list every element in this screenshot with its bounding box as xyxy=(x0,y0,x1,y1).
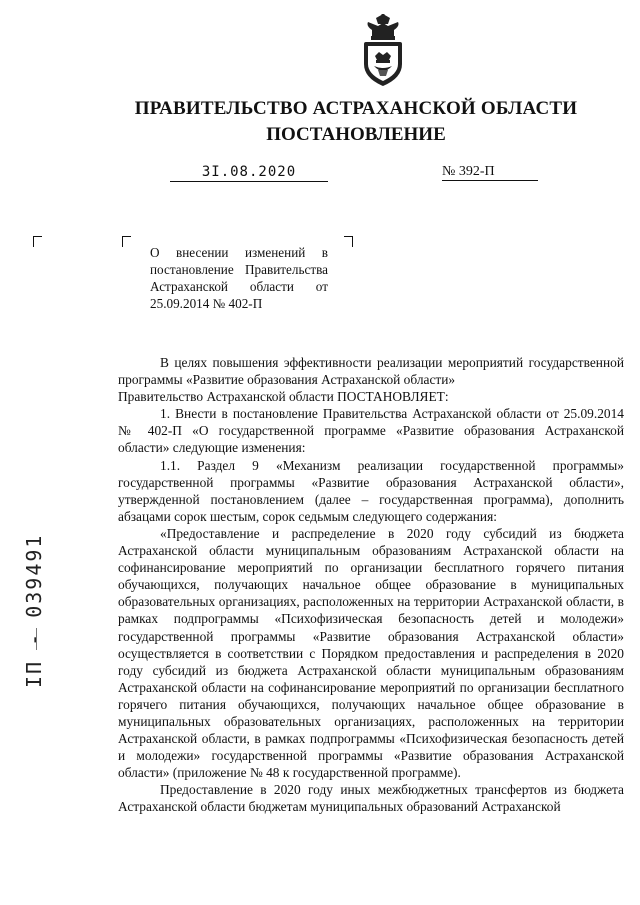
body-paragraph-3: 1. Внести в постановление Правительства Астраханской области от 25.09.2014 № 402-П «О государственной программе «Развитие образования Астраханской области» следующие изменения: xyxy=(118,406,624,456)
document-subject: О внесении изменений в постановление Правительства Астраханской области от 25.09.2014 № 402-П xyxy=(150,245,328,311)
body-paragraph-2: Правительство Астраханской области ПОСТАНОВЛЯЕТ: xyxy=(118,389,449,405)
corner-mark-left xyxy=(33,236,42,247)
corner-mark-subject-right xyxy=(344,236,353,247)
body-paragraph-6: Предоставление в 2020 году иных межбюджетных трансфертов из бюджета Астраханской области бюджетам муниципальных образований Астраханской xyxy=(118,782,624,815)
document-body xyxy=(118,354,624,816)
document-date: 3I.08.2020 xyxy=(170,164,328,182)
corner-mark-subject-left xyxy=(122,236,131,247)
document-number: № 392-П xyxy=(442,164,538,181)
body-paragraph-4: 1.1. Раздел 9 «Механизм реализации государственной программы» государственной программы «Развитие образования Астраханской области», утвержденной постановлением (далее – государственная программа), дополнить абзацами сорок шестым, сорок седьмым следующего содержания: xyxy=(118,457,624,524)
side-code: ІП - 039491 xyxy=(22,533,46,688)
coat-of-arms-icon xyxy=(358,14,408,88)
document-type: ПОСТАНОВЛЕНИЕ xyxy=(266,124,446,145)
organization-name: ПРАВИТЕЛЬСТВО АСТРАХАНСКОЙ ОБЛАСТИ xyxy=(134,98,578,119)
body-paragraph-5: «Предоставление и распределение в 2020 году субсидий из бюджета Астраханской области муниципальным образованиям Астраханской области на софинансирование мероприятий по организации бесплатного горячего питания обучающихся, получающих начальное общее образование в муниципальных образовательных организациях, расположенных на территории Астраханской области, в рамках подпрограммы «Психофизическая безопасность детей и молодежи» государственной программы «Развитие образования Астраханской области» осуществляется в соответствии с Порядком предоставления и распределения в 2020 году субсидий из бюджета Астраханской области муниципальным образованиям Астраханской области на софинансирование мероприятий по организации бесплатного горячего питания обучающихся, получающих начальное общее образование в муниципальных образовательных организациях, расположенных на территории Астраханской области, в рамках подпрограммы «Психофизическая безопасность детей и молодежи» государственной программы «Развитие образования Астраханской области» (приложение № 48 к государственной программе). xyxy=(118,525,624,781)
body-paragraph-1: В целях повышения эффективности реализации мероприятий государственной программы «Развитие образования Астраханской области» xyxy=(118,355,624,388)
